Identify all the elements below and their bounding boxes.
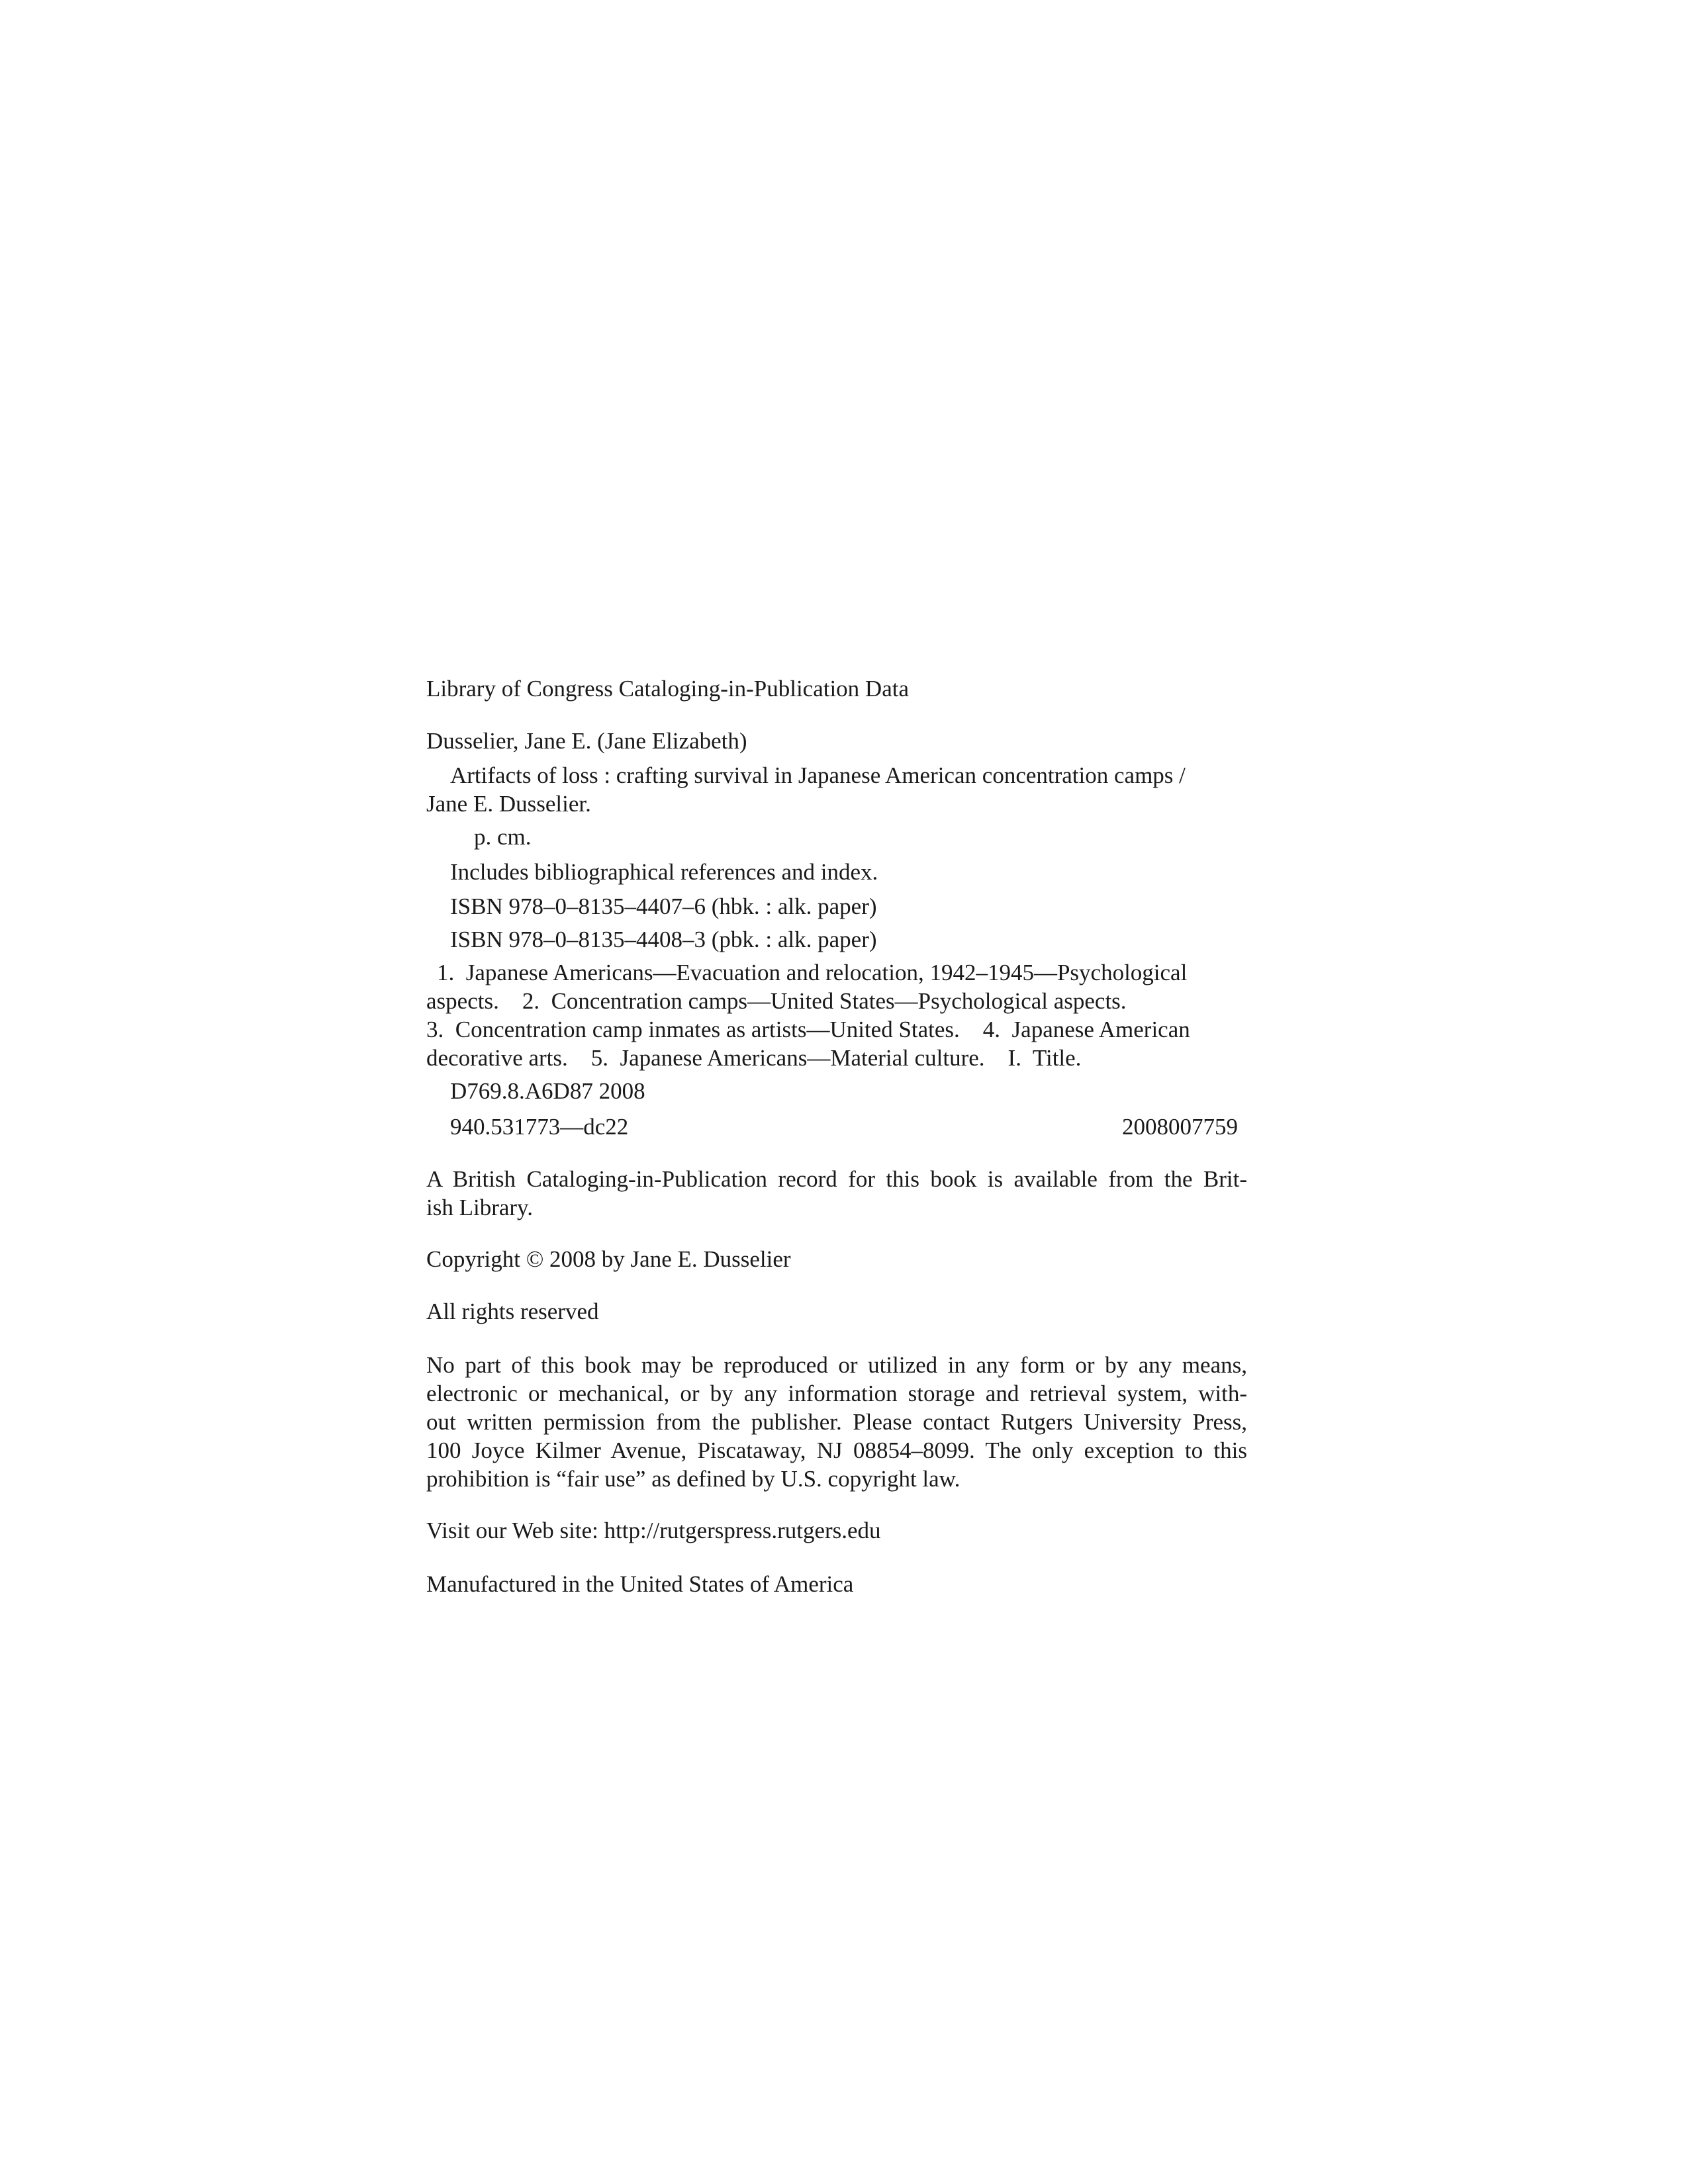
permission-line: No part of this book may be reproduced or utilized in any form or by any means, — [426, 1352, 1247, 1378]
copyright-notice: Copyright © 2008 by Jane E. Dusselier — [426, 1246, 791, 1272]
manufactured-line: Manufactured in the United States of America — [426, 1571, 854, 1597]
permission-line: 100 Joyce Kilmer Avenue, Piscataway, NJ 08854–8099. The only exception to this — [426, 1437, 1247, 1463]
cip-lccn: 2008007759 — [1122, 1114, 1238, 1140]
permission-line: electronic or mechanical, or by any information storage and retrieval system, with- — [426, 1381, 1247, 1406]
cip-title-line: Artifacts of loss : crafting survival in Japanese American concentration camps / — [450, 762, 1186, 788]
british-line: A British Cataloging-in-Publication record for this book is available from the Brit- — [426, 1166, 1247, 1192]
cip-subject-line: aspects. 2. Concentration camps—United States—Psychological aspects. — [426, 988, 1127, 1014]
cip-isbn-pbk: ISBN 978–0–8135–4408–3 (pbk. : alk. paper) — [450, 927, 877, 952]
website-line: Visit our Web site: http://rutgerspress.rutgers.edu — [426, 1518, 881, 1543]
british-line: ish Library. — [426, 1195, 534, 1220]
permission-line: out written permission from the publisher. Please contact Rutgers University Press, — [426, 1409, 1247, 1435]
cip-classification-row — [426, 1113, 1247, 1141]
cip-physical: p. cm. — [474, 824, 532, 850]
cip-subjects — [426, 958, 1247, 1072]
permission-line: prohibition is “fair use” as defined by U.S. copyright law. — [426, 1466, 961, 1492]
permission-paragraph — [426, 1351, 1247, 1493]
rights-reserved: All rights reserved — [426, 1298, 599, 1324]
cip-lc-call-number: D769.8.A6D87 2008 — [450, 1078, 645, 1104]
cip-subject-line: 3. Concentration camp inmates as artists—United States. 4. Japanese American — [426, 1017, 1190, 1042]
cip-isbn-hbk: ISBN 978–0–8135–4407–6 (hbk. : alk. paper) — [450, 893, 877, 919]
cip-heading: Library of Congress Cataloging-in-Publication Data — [426, 676, 910, 702]
cip-notes: Includes bibliographical references and index. — [450, 859, 878, 885]
cip-subject-line: decorative arts. 5. Japanese Americans—Material culture. I. Title. — [426, 1045, 1082, 1071]
cip-subject-line: 1. Japanese Americans—Evacuation and relocation, 1942–1945—Psychological — [437, 960, 1188, 985]
cip-dewey: 940.531773—dc22 — [450, 1114, 629, 1140]
cip-title-line: Jane E. Dusselier. — [426, 791, 591, 817]
cip-author: Dusselier, Jane E. (Jane Elizabeth) — [426, 728, 747, 754]
british-library-note — [426, 1165, 1247, 1222]
cip-title — [426, 761, 1247, 818]
